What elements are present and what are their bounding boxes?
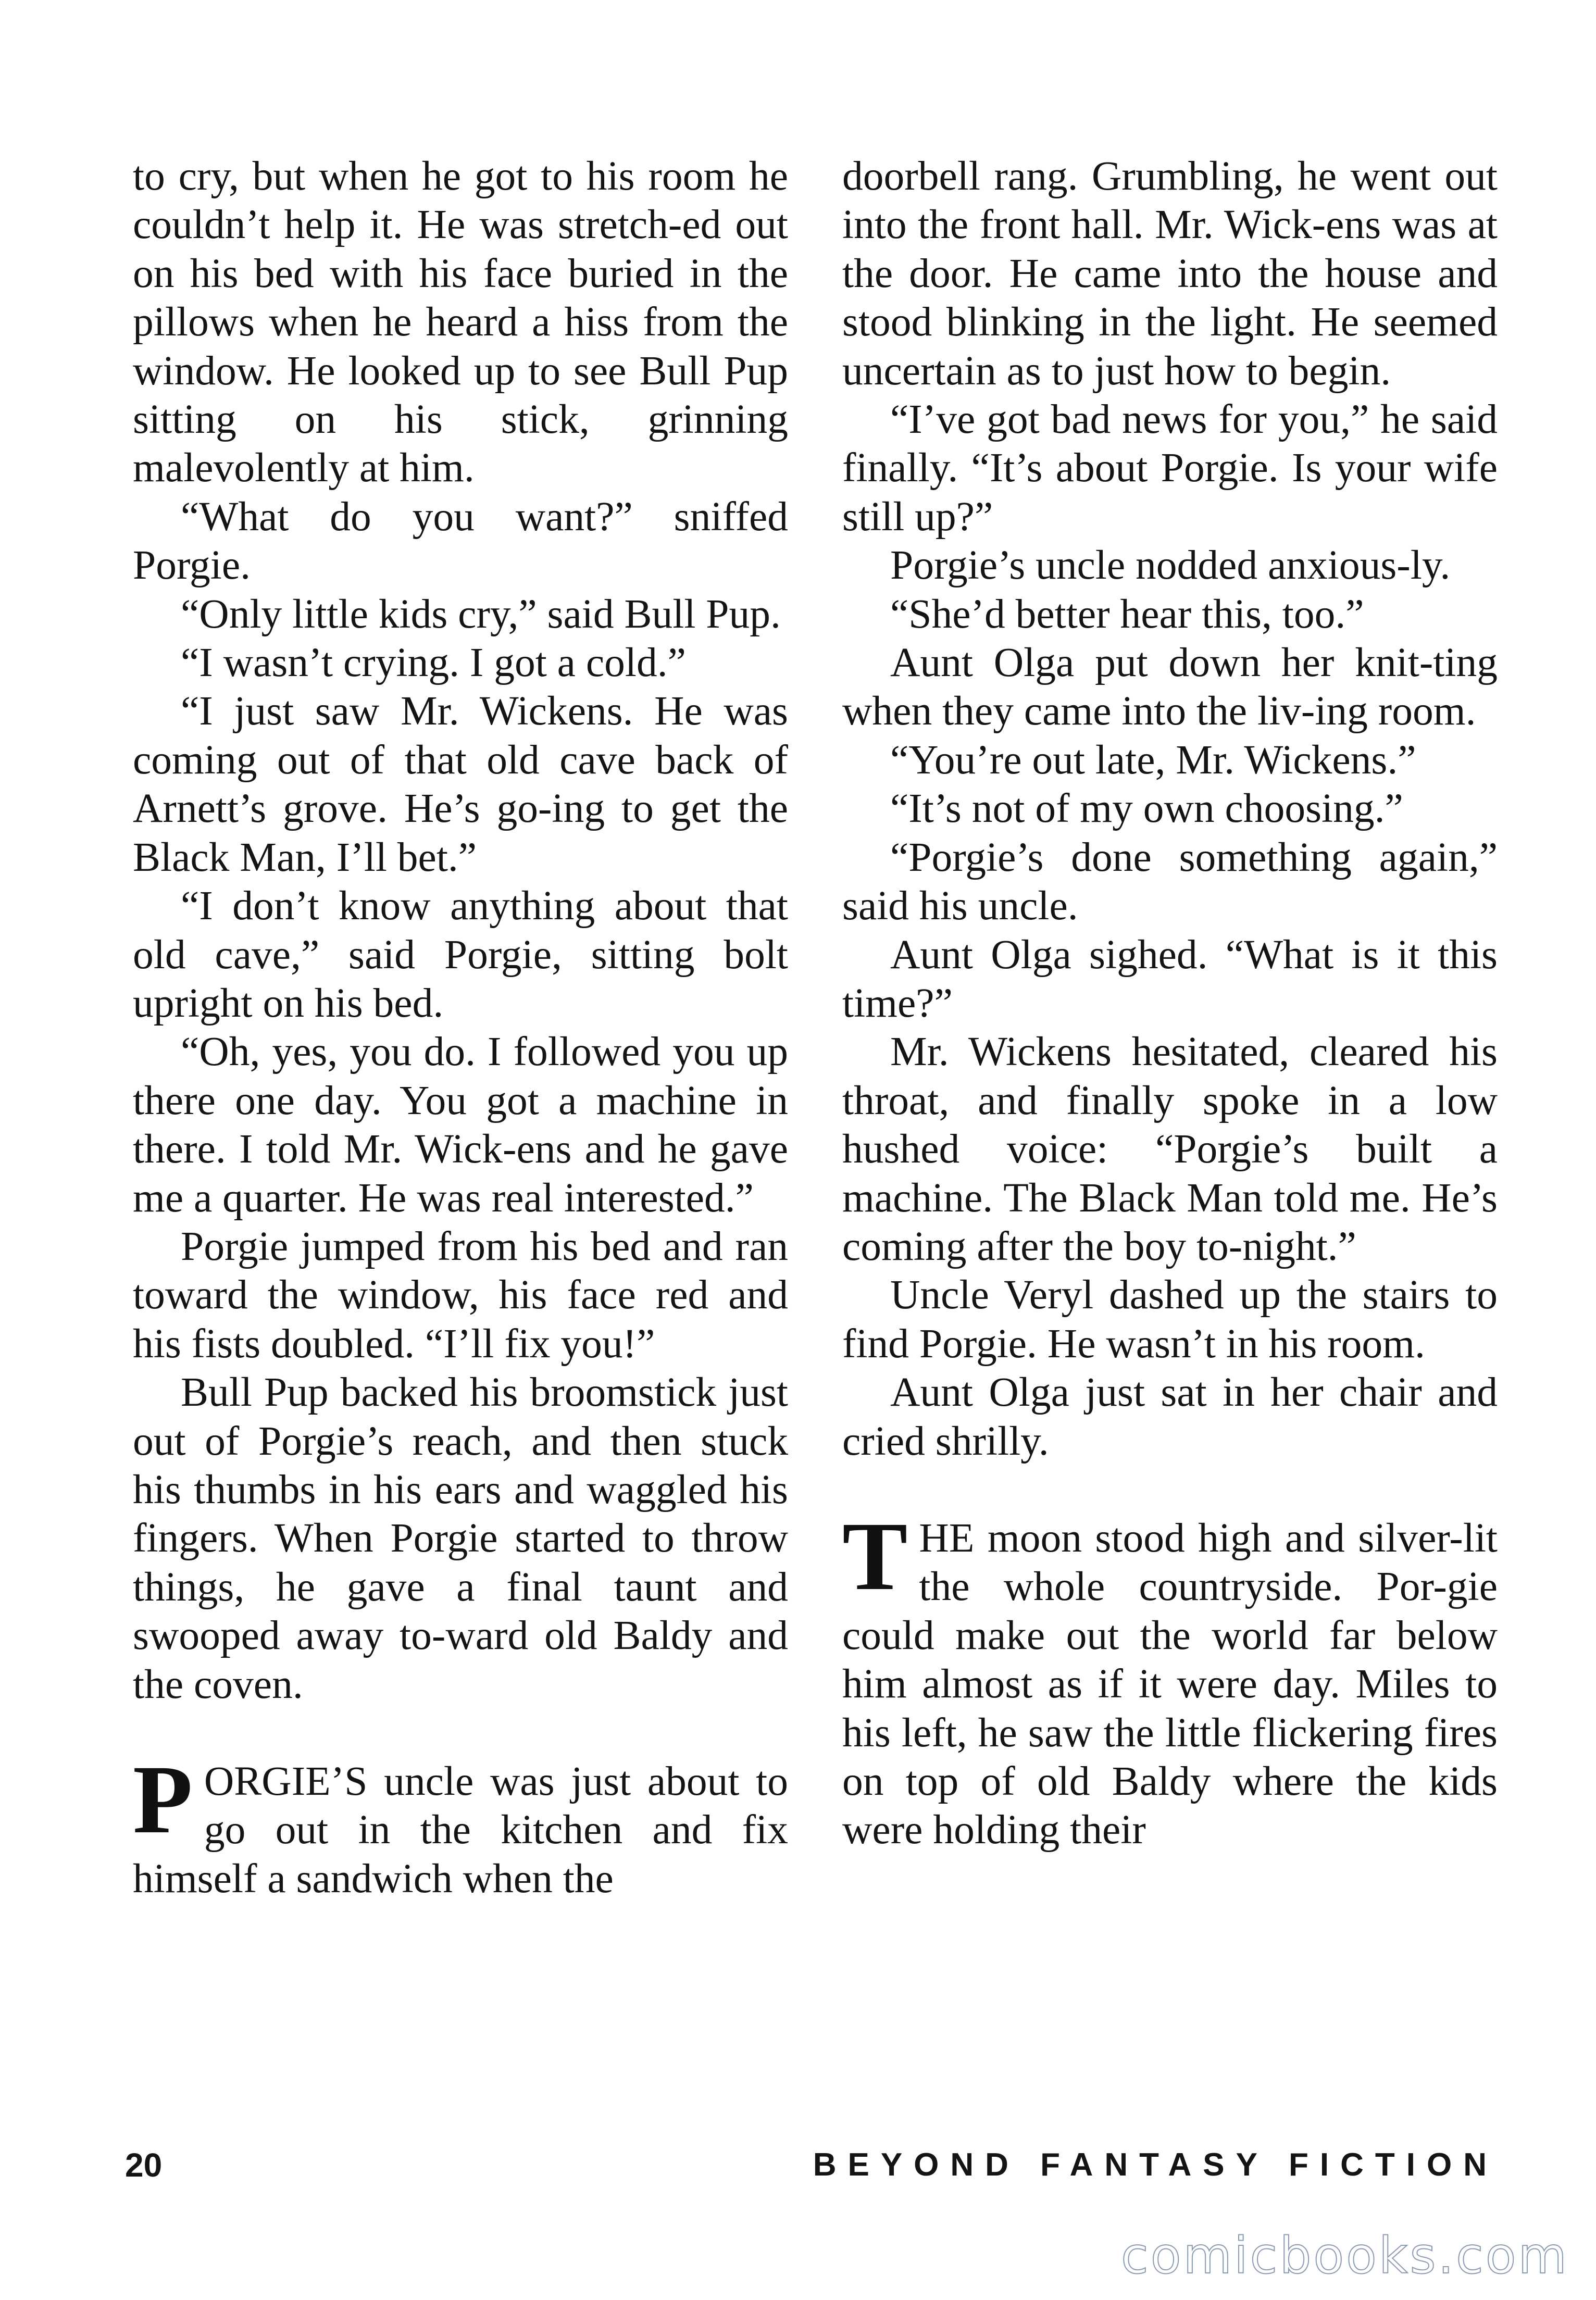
- paragraph-text: HE moon stood high and silver-lit the whole countryside. Por-gie could make out the world far below him almost as if it were day. Miles to his left, he saw the little flickering fires on top of old Baldy where the kids were holding their: [842, 1515, 1498, 1853]
- section-opening-paragraph: [133, 1745, 788, 1903]
- paragraph: Porgie jumped from his bed and ran toward the window, his face red and his fists doubled. “I’ll fix you!”: [133, 1223, 788, 1367]
- paragraph: “She’d better hear this, too.”: [890, 591, 1364, 637]
- paragraph: “What do you want?” sniffed Porgie.: [133, 493, 788, 589]
- right-column: [842, 152, 1498, 1855]
- watermark: comicbooks.com: [1120, 2227, 1569, 2285]
- paragraph: “Oh, yes, you do. I followed you up there one day. You got a machine in there. I told Mr. Wick-ens and he gave me a quarter. He was real interested.”: [133, 1029, 788, 1221]
- running-title: BEYOND FANTASY FICTION: [813, 2147, 1498, 2183]
- paragraph: doorbell rang. Grumbling, he went out into the front hall. Mr. Wick-ens was at the door. He came into the house and stood blinking in the light. He seemed uncertain as to just how to begin.: [842, 153, 1498, 394]
- paragraph: to cry, but when he got to his room he couldn’t help it. He was stretch-ed out on his bed with his face buried in the pillows when he heard a hiss from the window. He looked up to see Bull Pup sitting on his stick, grinning malevolently at him.: [133, 153, 788, 491]
- paragraph: “Only little kids cry,” said Bull Pup.: [181, 591, 781, 637]
- paragraph: “I’ve got bad news for you,” he said finally. “It’s about Porgie. Is your wife still up?”: [842, 396, 1498, 540]
- left-column: [133, 152, 788, 1903]
- paragraph: “I wasn’t crying. I got a cold.”: [181, 640, 686, 686]
- paragraph-text: ORGIE’S uncle was just about to go out in the kitchen and fix himself a sandwich when the: [133, 1758, 788, 1902]
- paragraph: Aunt Olga put down her knit-ting when they came into the liv-ing room.: [842, 640, 1498, 734]
- paragraph: “Porgie’s done something again,” said his uncle.: [842, 834, 1498, 929]
- paragraph: Bull Pup backed his broomstick just out of Porgie’s reach, and then stuck his thumbs in his ears and waggled his fingers. When Porgie started to throw things, he gave a final taunt and swooped away to-ward old Baldy and the coven.: [133, 1369, 788, 1707]
- paragraph: “I don’t know anything about that old cave,” said Porgie, sitting bolt upright on his bed.: [133, 883, 788, 1026]
- page-footer: [125, 2142, 1498, 2189]
- paragraph: Mr. Wickens hesitated, cleared his throat, and finally spoke in a low hushed voice: “Porgie’s built a machine. The Black Man told me. He’s coming after the boy to-night.”: [842, 1029, 1498, 1269]
- paragraph: Aunt Olga just sat in her chair and cried shrilly.: [842, 1369, 1498, 1464]
- paragraph: “You’re out late, Mr. Wickens.”: [890, 736, 1416, 783]
- paragraph: Aunt Olga sighed. “What is it this time?”: [842, 931, 1498, 1026]
- section-opening-paragraph: [842, 1501, 1498, 1855]
- drop-cap: P: [133, 1745, 193, 1854]
- paragraph: Uncle Veryl dashed up the stairs to find Porgie. He wasn’t in his room.: [842, 1272, 1498, 1367]
- paragraph: “It’s not of my own choosing.”: [890, 785, 1403, 832]
- drop-cap: T: [842, 1501, 908, 1610]
- page-number: 20: [125, 2146, 163, 2184]
- paragraph: “I just saw Mr. Wickens. He was coming out of that old cave back of Arnett’s grove. He’s go-ing to get the Black Man, I’ll bet.”: [133, 688, 788, 880]
- paragraph: Porgie’s uncle nodded anxious-ly.: [890, 542, 1451, 589]
